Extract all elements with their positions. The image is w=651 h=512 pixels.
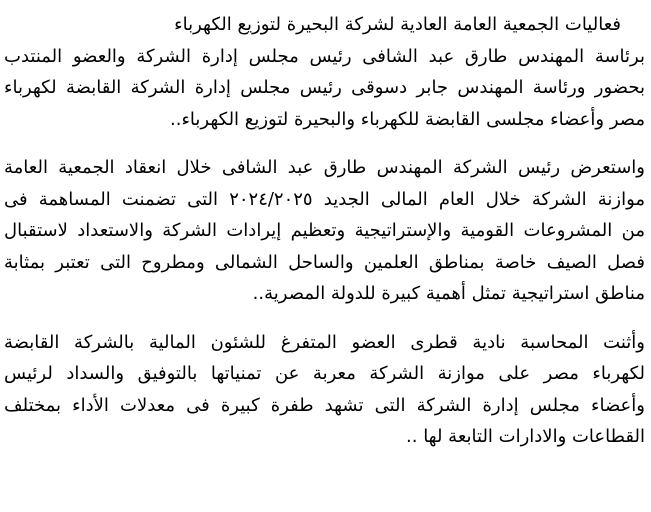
paragraph-gap xyxy=(4,135,645,152)
paragraph-1 xyxy=(4,0,645,135)
paragraph-1-line-1: فعاليات الجمعية العامة العادية لشركة البحيرة لتوزيع الكهرباء xyxy=(174,14,621,35)
paragraph-1-line-2: برئاسة المهندس طارق عبد الشافى رئيس مجلس إدارة الشركة والعضو المنتدب xyxy=(4,45,645,67)
paragraph-2-line-3: من المشروعات القومية والإستراتيجية وتعظيم إيرادات الشركة والاستعداد لاستقبال xyxy=(4,220,645,241)
paragraph-2-line-5: مناطق استراتيجية تمثل أهمية كبيرة للدولة المصرية.. xyxy=(252,283,645,304)
paragraph-2-line-1: واستعرض رئيس الشركة المهندس طارق عبد الشافى خلال انعقاد الجمعية العامة xyxy=(4,157,645,178)
paragraph-3 xyxy=(4,327,645,453)
paragraph-3-line-2: لكهرباء مصر على موازنة الشركة معربة عن تمنياتها بالتوفيق والسداد لرئيس xyxy=(4,363,645,384)
paragraph-3-line-4: القطاعات والادارات التابعة لها .. xyxy=(406,426,645,447)
paragraph-1-line-3: بحضور ورئاسة المهندس جابر دسوقى رئيس مجلس إدارة الشركة القابضة لكهرباء xyxy=(4,77,645,98)
paragraph-2-line-2: موازنة الشركة خلال العام المالى الجديد ٢٠٢٤/٢٠٢٥ التى تضمنت المساهمة فى xyxy=(4,188,645,210)
paragraph-3-line-3: وأعضاء مجلس إدارة الشركة التى تشهد طفرة كبيرة فى معدلات الأداء بمختلف xyxy=(4,394,645,416)
paragraph-2 xyxy=(4,152,645,310)
paragraph-3-line-1: وأثنت المحاسبة نادية قطرى العضو المتفرغ للشئون المالية بالشركة القابضة xyxy=(4,331,645,353)
paragraph-1-line-4: مصر وأعضاء مجلسى القابضة للكهرباء والبحيرة لتوزيع الكهرباء.. xyxy=(170,108,645,130)
paragraph-2-line-4: فصل الصيف خاصة بمناطق العلمين والساحل الشمالى ومطروح التى تعتبر بمثابة xyxy=(4,251,645,273)
paragraph-gap xyxy=(4,310,645,327)
